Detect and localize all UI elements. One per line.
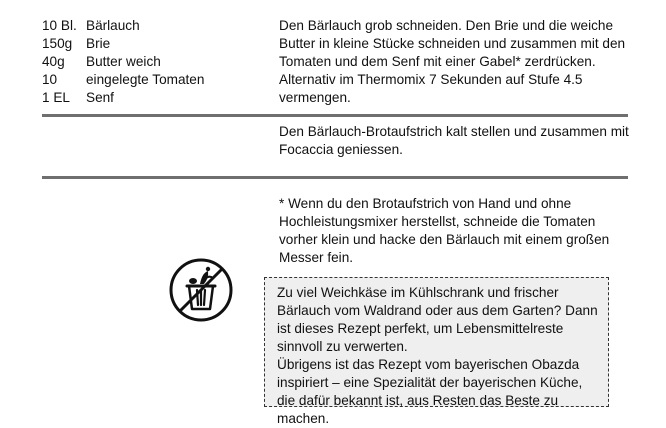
ingredient-row (42, 89, 262, 107)
section-divider (42, 176, 628, 179)
instruction-step-2: Den Bärlauch-Brotaufstrich kalt stellen und zusammen mit Focaccia geniessen. (279, 124, 629, 157)
ingredient-row (42, 35, 262, 53)
footnote: * Wenn du den Brotaufstrich von Hand und ohne Hochleistungsmixer herstellst, schneide die Tomaten vorher klein und hacke den Bärlauch mit einem großen Messer fein. (279, 196, 610, 265)
ingredient-list (42, 17, 262, 107)
ingredient-name: Brie (86, 36, 111, 51)
ingredient-row (42, 71, 262, 89)
section-divider (42, 114, 628, 117)
ingredient-quantity: 1 EL (42, 90, 70, 105)
ingredient-name: eingelegte Tomaten (86, 72, 205, 87)
ingredient-quantity: 150g (42, 36, 73, 51)
ingredient-row (42, 53, 262, 71)
tip-paragraph: Übrigens ist das Rezept vom bayerischen Obazda inspiriert – eine Spezialität der bayerischen Küche, die dafür bekannt ist, aus Resten das Beste zu machen. (277, 357, 583, 426)
ingredient-row (42, 17, 262, 35)
no-food-waste-icon (168, 257, 234, 323)
ingredient-name: Senf (86, 90, 114, 105)
ingredient-quantity: 10 (42, 72, 58, 87)
ingredient-quantity: 10 Bl. (42, 18, 77, 33)
ingredient-name: Butter weich (86, 54, 161, 69)
tip-box (264, 277, 609, 426)
instruction-step-1: Den Bärlauch grob schneiden. Den Brie und die weiche Butter in kleine Stücke schneiden und zusammen mit den Tomaten und dem Senf mit einer Gabel* zerdrücken. Alternativ im Thermomix 7 Sekunden auf Stufe 4.5 vermengen. (279, 18, 626, 105)
tip-paragraph: Zu viel Weichkäse im Kühlschrank und frischer Bärlauch vom Waldrand oder aus dem Garten? Dann ist dieses Rezept perfekt, um Lebensmittelreste sinnvoll zu verwerten. (277, 285, 598, 354)
ingredient-name: Bärlauch (86, 18, 140, 33)
ingredient-quantity: 40g (42, 54, 65, 69)
